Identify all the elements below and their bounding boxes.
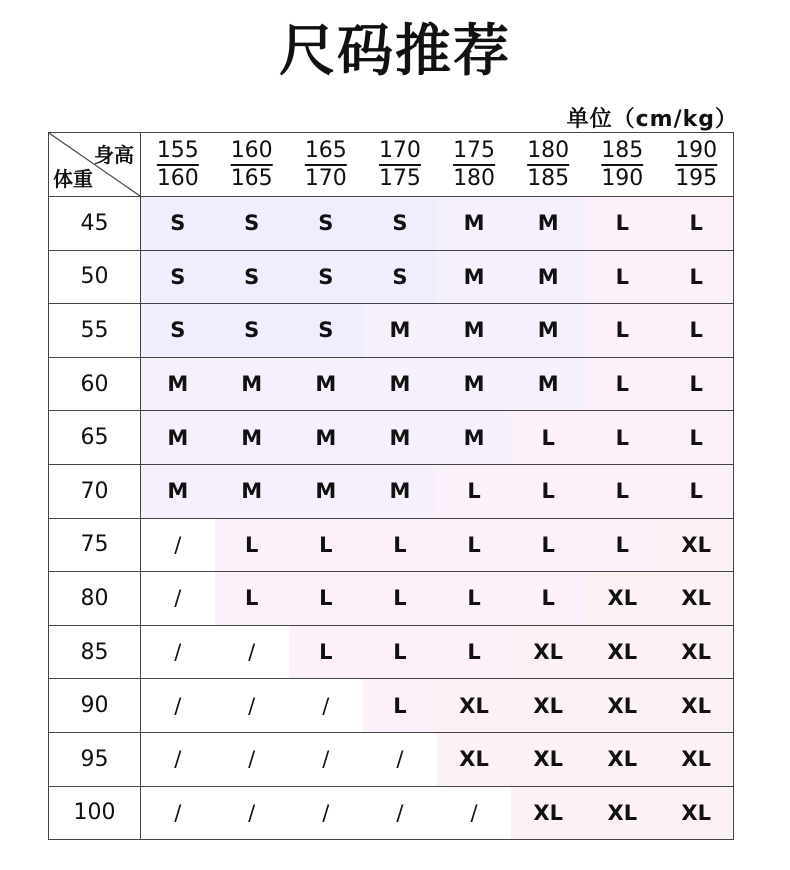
size-cell: M	[289, 357, 363, 411]
size-cell: S	[215, 197, 289, 251]
height-range-end: 170	[304, 165, 347, 191]
size-cell: L	[437, 518, 511, 572]
size-cell: S	[215, 250, 289, 304]
height-range-end: 195	[675, 165, 718, 191]
weight-cell: 90	[49, 679, 141, 733]
size-cell: L	[511, 572, 585, 626]
size-cell: /	[289, 732, 363, 786]
table-row	[49, 679, 734, 733]
height-column-header	[289, 133, 363, 197]
size-cell: /	[141, 518, 215, 572]
size-cell: XL	[659, 786, 733, 840]
size-cell: L	[437, 464, 511, 518]
size-cell: S	[141, 304, 215, 358]
size-cell: XL	[585, 732, 659, 786]
size-cell: M	[363, 464, 437, 518]
size-cell: XL	[659, 625, 733, 679]
size-cell: /	[215, 732, 289, 786]
weight-cell: 50	[49, 250, 141, 304]
size-cell: L	[585, 197, 659, 251]
size-cell: L	[363, 518, 437, 572]
size-cell: L	[363, 572, 437, 626]
height-header-row	[49, 133, 734, 197]
size-cell: XL	[437, 679, 511, 733]
height-range-start: 165	[304, 137, 347, 163]
height-column-header	[585, 133, 659, 197]
size-cell: L	[585, 250, 659, 304]
size-cell: /	[141, 625, 215, 679]
size-cell: M	[215, 464, 289, 518]
table-row	[49, 732, 734, 786]
size-cell: XL	[659, 732, 733, 786]
table-row	[49, 411, 734, 465]
size-cell: XL	[437, 732, 511, 786]
size-cell: /	[141, 786, 215, 840]
size-cell: /	[289, 679, 363, 733]
page-title: 尺码推荐	[279, 19, 511, 84]
size-cell: M	[437, 197, 511, 251]
size-cell: M	[215, 357, 289, 411]
size-cell: S	[215, 304, 289, 358]
size-cell: L	[289, 572, 363, 626]
weight-cell: 65	[49, 411, 141, 465]
weight-cell: 60	[49, 357, 141, 411]
weight-cell: 45	[49, 197, 141, 251]
size-cell: /	[363, 786, 437, 840]
size-cell: L	[659, 250, 733, 304]
size-cell: /	[141, 572, 215, 626]
height-range-end: 180	[453, 165, 496, 191]
corner-cell	[49, 133, 141, 197]
table-row	[49, 464, 734, 518]
height-column-header	[141, 133, 215, 197]
size-cell: M	[511, 197, 585, 251]
size-cell: L	[585, 518, 659, 572]
size-cell: L	[585, 304, 659, 358]
size-cell: M	[437, 357, 511, 411]
weight-cell: 75	[49, 518, 141, 572]
size-cell: L	[363, 679, 437, 733]
size-cell: /	[215, 625, 289, 679]
size-cell: /	[289, 786, 363, 840]
height-range-start: 170	[378, 137, 421, 163]
size-cell: M	[289, 464, 363, 518]
size-cell: M	[511, 357, 585, 411]
height-range-end: 175	[378, 165, 421, 191]
size-cell: L	[585, 464, 659, 518]
size-cell: L	[659, 304, 733, 358]
height-range-start: 180	[527, 137, 570, 163]
size-cell: XL	[585, 679, 659, 733]
table-row	[49, 625, 734, 679]
size-cell: M	[141, 357, 215, 411]
size-cell: L	[215, 518, 289, 572]
size-cell: M	[363, 304, 437, 358]
size-cell: M	[363, 411, 437, 465]
size-cell: M	[511, 304, 585, 358]
table-row	[49, 518, 734, 572]
size-cell: L	[659, 357, 733, 411]
size-cell: M	[511, 250, 585, 304]
size-cell: L	[511, 411, 585, 465]
table-row	[49, 197, 734, 251]
height-column-header	[659, 133, 733, 197]
size-cell: /	[141, 679, 215, 733]
height-column-header	[363, 133, 437, 197]
height-range-end: 160	[156, 165, 199, 191]
size-cell: /	[437, 786, 511, 840]
size-cell: XL	[585, 625, 659, 679]
height-range-start: 185	[601, 137, 644, 163]
size-cell: L	[585, 411, 659, 465]
size-cell: M	[437, 250, 511, 304]
size-cell: S	[363, 250, 437, 304]
weight-cell: 70	[49, 464, 141, 518]
height-range-end: 165	[230, 165, 273, 191]
size-cell: L	[437, 572, 511, 626]
size-cell: XL	[659, 572, 733, 626]
size-cell: /	[141, 732, 215, 786]
size-cell: XL	[511, 732, 585, 786]
size-cell: /	[215, 679, 289, 733]
size-table-body	[49, 197, 734, 840]
size-cell: /	[363, 732, 437, 786]
height-range-end: 185	[527, 165, 570, 191]
size-cell: M	[141, 411, 215, 465]
size-cell: XL	[511, 679, 585, 733]
size-cell: L	[215, 572, 289, 626]
size-cell: XL	[585, 572, 659, 626]
height-column-header	[215, 133, 289, 197]
size-cell: L	[437, 625, 511, 679]
size-cell: L	[289, 625, 363, 679]
size-cell: M	[363, 357, 437, 411]
height-label: 身高	[94, 143, 134, 167]
height-range-start: 190	[675, 137, 718, 163]
size-cell: L	[585, 357, 659, 411]
table-row	[49, 304, 734, 358]
weight-cell: 80	[49, 572, 141, 626]
height-range-start: 175	[453, 137, 496, 163]
size-cell: XL	[511, 786, 585, 840]
height-range-end: 190	[601, 165, 644, 191]
unit-label: 单位（cm/kg）	[566, 107, 738, 132]
size-cell: S	[289, 197, 363, 251]
size-cell: M	[215, 411, 289, 465]
weight-cell: 85	[49, 625, 141, 679]
table-row	[49, 250, 734, 304]
size-cell: XL	[511, 625, 585, 679]
size-cell: M	[437, 304, 511, 358]
size-cell: L	[659, 411, 733, 465]
size-cell: S	[289, 250, 363, 304]
size-cell: S	[141, 197, 215, 251]
size-cell: M	[289, 411, 363, 465]
table-row	[49, 357, 734, 411]
size-cell: S	[141, 250, 215, 304]
size-cell: L	[511, 518, 585, 572]
size-cell: L	[363, 625, 437, 679]
size-cell: M	[437, 411, 511, 465]
size-cell: S	[363, 197, 437, 251]
height-range-start: 155	[156, 137, 199, 163]
size-cell: XL	[585, 786, 659, 840]
size-cell: L	[511, 464, 585, 518]
table-row	[49, 786, 734, 840]
size-cell: M	[141, 464, 215, 518]
size-cell: XL	[659, 679, 733, 733]
size-cell: L	[659, 464, 733, 518]
size-cell: L	[289, 518, 363, 572]
size-cell: /	[215, 786, 289, 840]
weight-cell: 100	[49, 786, 141, 840]
size-table	[48, 132, 734, 840]
table-row	[49, 572, 734, 626]
weight-cell: 55	[49, 304, 141, 358]
height-column-header	[511, 133, 585, 197]
weight-cell: 95	[49, 732, 141, 786]
size-cell: XL	[659, 518, 733, 572]
size-cell: L	[659, 197, 733, 251]
height-range-start: 160	[230, 137, 273, 163]
weight-label: 体重	[53, 167, 93, 191]
size-cell: S	[289, 304, 363, 358]
height-column-header	[437, 133, 511, 197]
